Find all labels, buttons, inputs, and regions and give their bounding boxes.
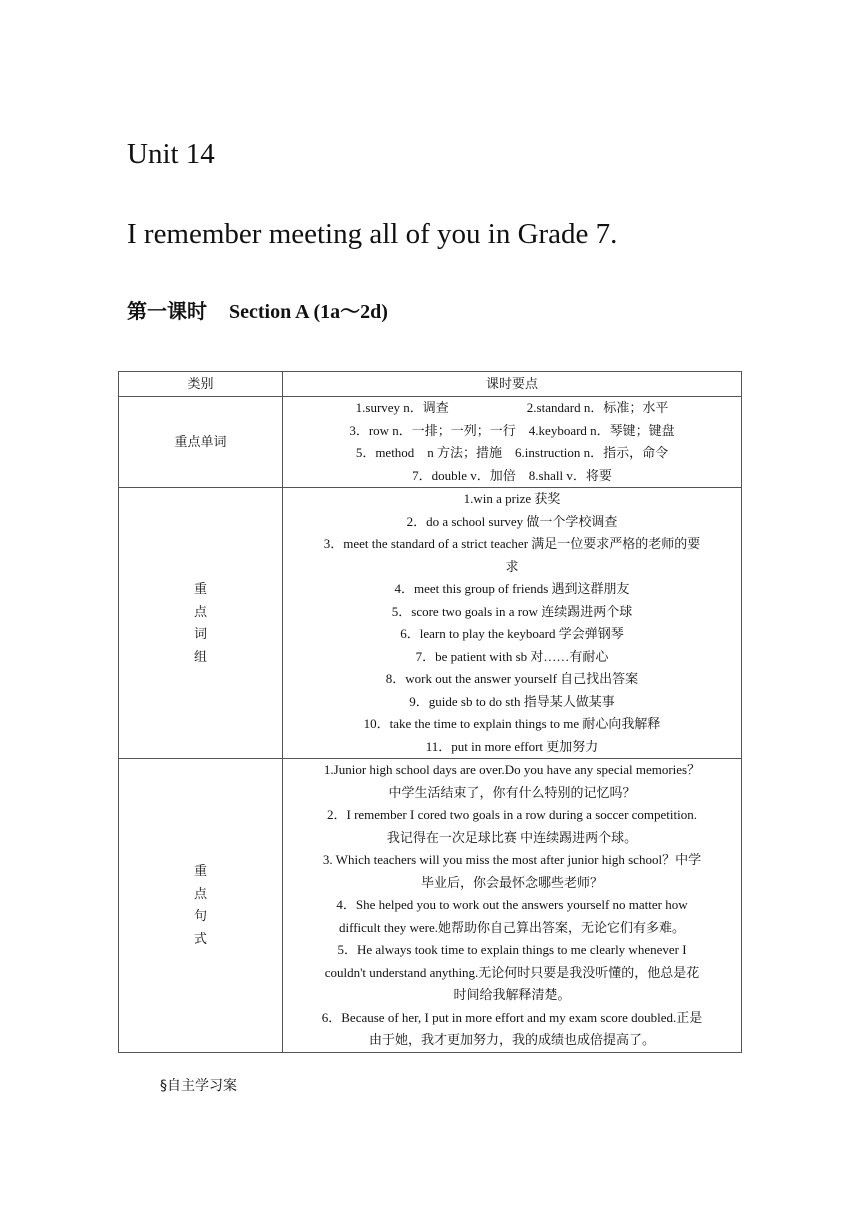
header-category: 类别 [119, 372, 283, 397]
content-line: 3. Which teachers will you miss the most after junior high school？中学 [322, 852, 702, 867]
content-line: couldn't understand anything.无论何时只要是我没听懂的，他总是花 [324, 964, 700, 980]
content-line: 求 [505, 558, 519, 574]
key-points-table [118, 371, 742, 1053]
content-line: 中学生活结束了，你有什么特别的记忆吗？ [388, 784, 636, 800]
content-line: 7．be patient with sb 对……有耐心 [415, 648, 609, 664]
section-range-label: Section A (1a～2d) [229, 301, 388, 323]
category-char: 点 [193, 603, 207, 619]
table-header-row [119, 372, 742, 397]
category-char: 重 [193, 863, 207, 879]
content-vocabulary [283, 397, 742, 488]
header-key-points: 课时要点 [283, 372, 742, 397]
category-char: 式 [193, 930, 207, 946]
self-study-heading: §自主学习案 [160, 1078, 237, 1094]
content-line: 毕业后，你会最怀念哪些老师？ [420, 874, 603, 890]
unit-title: Unit 14 [127, 138, 215, 170]
content-line: 3．row n．一排；一列；一行 4.keyboard n．琴键；键盘 [349, 422, 675, 438]
table-row-phrases [119, 488, 742, 759]
content-line: 5．He always took time to explain things to me clearly whenever I [337, 942, 687, 957]
category-char: 句 [193, 908, 207, 924]
content-line: 9．guide sb to do sth 指导某人做某事 [409, 693, 615, 709]
lesson-title: I remember meeting all of you in Grade 7. [127, 218, 618, 250]
category-vocabulary [119, 397, 283, 488]
category-char: 重 [193, 581, 207, 596]
section-title [127, 295, 388, 324]
content-line: 5．method n 方法；措施 6.instruction n．指示，命令 [355, 445, 669, 460]
category-text: 重点单词 [174, 433, 227, 449]
category-char: 点 [193, 885, 207, 901]
content-line: 10．take the time to explain things to me 耐心向我解释 [363, 716, 661, 731]
content-line: 6．Because of her, I put in more effort and my exam score doubled.正是 [321, 1009, 703, 1025]
content-line: 3．meet the standard of a strict teacher 满足一位要求严格的老师的要 [323, 536, 701, 551]
content-line: 6．learn to play the keyboard 学会弹钢琴 [400, 626, 624, 641]
content-line: 4．She helped you to work out the answers yourself no matter how [336, 897, 688, 912]
content-line: 由于她，我才更加努力，我的成绩也成倍提高了。 [368, 1032, 655, 1047]
category-char: 组 [193, 648, 207, 664]
content-line: 时间给我解释清楚。 [453, 987, 571, 1002]
content-line: 1.survey n．调查 2.standard n．标准；水平 [355, 400, 669, 415]
category-char: 词 [193, 626, 207, 641]
content-line: 4．meet this group of friends 遇到这群朋友 [394, 581, 630, 596]
content-line: 5．score two goals in a row 连续踢进两个球 [391, 603, 633, 619]
content-line: 7．double v．加倍 8.shall v．将要 [412, 467, 612, 483]
content-sentences [283, 759, 742, 1053]
content-line: 11．put in more effort 更加努力 [425, 738, 599, 754]
content-line: 1.win a prize 获奖 [463, 491, 561, 506]
content-phrases [283, 488, 742, 759]
content-line: 我记得在一次足球比赛 中连续踢进两个球。 [386, 829, 638, 845]
content-line: 2．do a school survey 做一个学校调查 [406, 513, 618, 529]
table-row-sentences [119, 759, 742, 1053]
section-lesson-label: 第一课时 [127, 301, 207, 323]
category-phrases [119, 488, 283, 759]
category-sentences [119, 759, 283, 1053]
content-line: 1.Junior high school days are over.Do you have any special memories？ [323, 762, 701, 777]
content-line: 8．work out the answer yourself 自己找出答案 [385, 671, 639, 686]
table-row-vocabulary [119, 397, 742, 488]
content-line: 2．I remember I cored two goals in a row during a soccer competition. [326, 807, 698, 822]
content-line: difficult they were.她帮助你自己算出答案，无论它们有多难。 [338, 919, 686, 935]
